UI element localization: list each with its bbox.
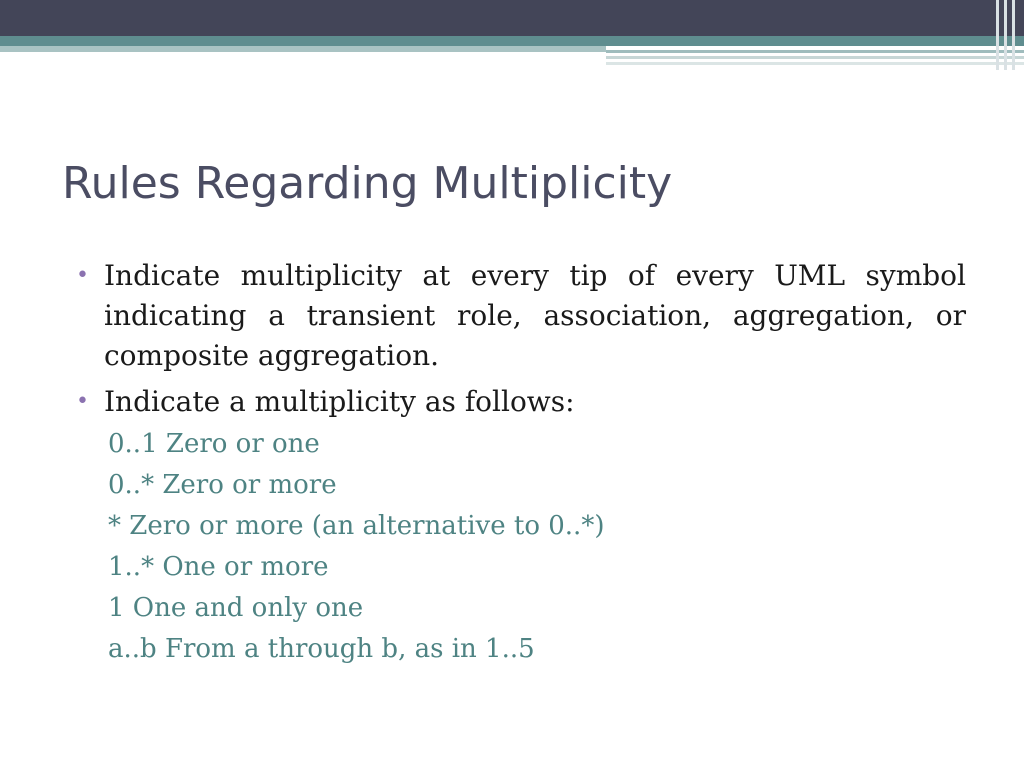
bullet-text: Indicate multiplicity at every tip of every UML symbol indicating a transient role, association, aggregation, or composite aggregation. [104,259,966,372]
multiplicity-item: 1..* One or more [108,552,329,582]
bullet-icon: • [76,389,89,414]
multiplicity-item: 0..1 Zero or one [108,429,320,459]
multiplicity-item: 1 One and only one [108,593,364,623]
multiplicity-list [74,424,964,670]
bullet-text: Indicate a multiplicity as follows: [104,385,575,418]
bullet-item [74,382,964,422]
header-bar [0,0,1024,36]
slide-title: Rules Regarding Multiplicity [62,158,673,209]
header-decorative-lines [606,46,1024,68]
multiplicity-item: a..b From a through b, as in 1..5 [108,634,535,664]
bullet-item [74,256,964,376]
multiplicity-item: 0..* Zero or more [108,470,337,500]
multiplicity-item: * Zero or more (an alternative to 0..*) [108,511,605,541]
slide-body [74,256,964,670]
header-accent-light [0,46,606,52]
bullet-icon: • [76,263,89,288]
header-decorative-stripe [1004,0,1007,70]
header-accent-band [0,36,1024,46]
header-decorative-stripe [1012,0,1015,70]
header-decorative-stripe [996,0,999,70]
